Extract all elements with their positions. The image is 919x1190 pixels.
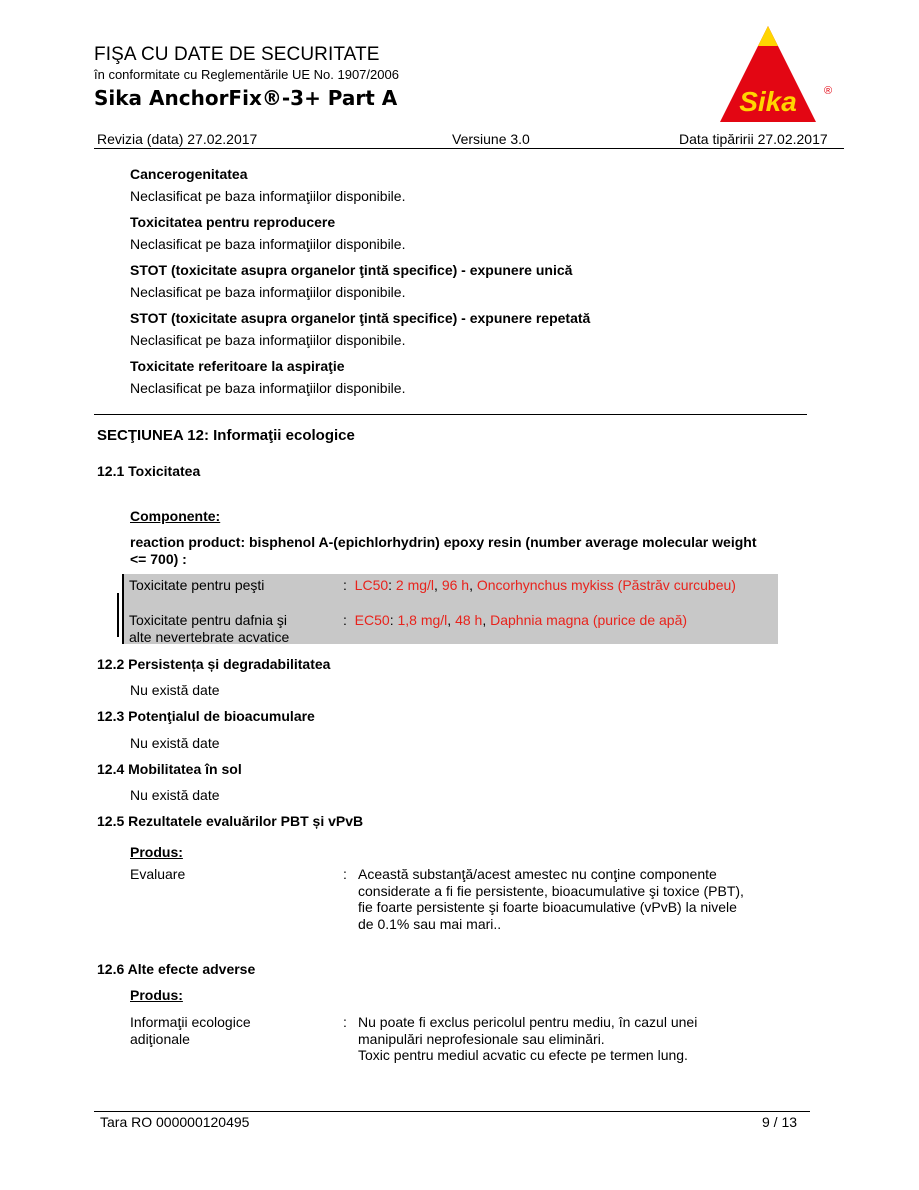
subsection-12-5: 12.5 Rezultatele evaluărilor PBT și vPvB: [97, 813, 364, 829]
mobility-text: Nu există date: [130, 787, 220, 803]
concentration: 1,8 mg/l: [397, 612, 448, 628]
page-number: 9 / 13: [762, 1114, 798, 1130]
subsection-12-1: 12.1 Toxicitatea: [97, 463, 201, 479]
eval-line: de 0.1% sau mai mari..: [358, 915, 502, 932]
fish-toxicity-value: : LC50: 2 mg/l, 96 h, Oncorhynchus mykiss (Păstrăv curcubeu): [343, 577, 736, 593]
fish-toxicity-label: Toxicitate pentru peşti: [129, 577, 265, 593]
tox-text: Neclasificat pe baza informaţiilor disponibile.: [130, 284, 406, 300]
species: Daphnia magna (purice de apă): [490, 612, 688, 628]
eval-line: Această substanţă/acest amestec nu conţine componente: [358, 866, 717, 882]
tox-heading: Cancerogenitatea: [130, 166, 248, 182]
tox-text: Neclasificat pe baza informaţiilor disponibile.: [130, 188, 406, 204]
product-label: Produs:: [130, 844, 183, 860]
subsection-12-4: 12.4 Mobilitatea în sol: [97, 761, 242, 777]
registered-mark: ®: [824, 85, 833, 97]
info-line: Toxic pentru mediul acvatic cu efecte pe termen lung.: [358, 1047, 688, 1063]
components-label: Componente:: [130, 508, 221, 524]
ec50-label: EC50: [354, 612, 390, 628]
lc50-label: LC50: [354, 577, 389, 593]
duration: 48 h: [455, 612, 483, 628]
component-name: reaction product: bisphenol A-(epichlorhydrin) epoxy resin (number average molecular weight: [130, 534, 757, 550]
tox-heading: Toxicitatea pentru reproducere: [130, 214, 336, 230]
revision-date: Revizia (data) 27.02.2017: [97, 131, 258, 147]
eval-line: fie foarte persistente şi foarte bioacumulative (vPvB) la nivele: [358, 899, 737, 915]
print-date: Data tipăririi 27.02.2017: [679, 131, 828, 147]
persistence-text: Nu există date: [130, 682, 220, 698]
daphnia-toxicity-label-cont: alte nevertebrate acvatice: [129, 629, 290, 645]
footer-rule: [94, 1111, 810, 1112]
daphnia-toxicity-label: Toxicitate pentru dafnia şi: [129, 612, 287, 628]
concentration: 2 mg/l: [395, 577, 435, 593]
section-12-heading: SECŢIUNEA 12: Informaţii ecologice: [97, 427, 355, 444]
regulation-note: în conformitate cu Reglementările UE No. 1907/2006: [94, 67, 399, 82]
additional-info-text: [358, 1014, 788, 1064]
section-divider: [94, 414, 807, 415]
product-name: Sika AnchorFix®-3+ Part A: [94, 86, 398, 110]
info-label-line: Informaţii ecologice: [130, 1014, 251, 1030]
version: Versiune 3.0: [452, 131, 530, 147]
eval-line: considerate a fi fie persistente, bioacumulative şi toxice (PBT),: [358, 882, 744, 899]
header-rule: [94, 148, 844, 149]
footer-country-code: Tara RO 000000120495: [100, 1114, 250, 1130]
subsection-12-3: 12.3 Potenţialul de bioacumulare: [97, 708, 315, 724]
product-label: Produs:: [130, 987, 183, 1003]
evaluation-label: Evaluare: [130, 866, 186, 882]
tox-heading: Toxicitate referitoare la aspiraţie: [130, 358, 345, 374]
component-name-cont: <= 700) :: [130, 551, 187, 567]
change-bar: [117, 593, 119, 637]
additional-info-label: [130, 1014, 251, 1047]
daphnia-toxicity-value: : EC50: 1,8 mg/l, 48 h, Daphnia magna (purice de apă): [343, 612, 688, 628]
info-line: Nu poate fi exclus pericolul pentru mediu, în cazul unei: [358, 1014, 698, 1030]
bioaccumulation-text: Nu există date: [130, 735, 220, 751]
tox-text: Neclasificat pe baza informaţiilor disponibile.: [130, 380, 406, 396]
evaluation-text: [358, 866, 788, 932]
tox-text: Neclasificat pe baza informaţiilor disponibile.: [130, 332, 406, 348]
subsection-12-2: 12.2 Persistența și degradabilitatea: [97, 656, 331, 672]
change-bar: [122, 574, 124, 644]
sika-logo: [720, 24, 840, 126]
colon: :: [343, 1014, 347, 1030]
colon: :: [343, 866, 347, 882]
species: Oncorhynchus mykiss (Păstrăv curcubeu): [476, 577, 736, 593]
subsection-12-6: 12.6 Alte efecte adverse: [97, 961, 256, 977]
info-label-line: adiţionale: [130, 1030, 190, 1047]
tox-heading: STOT (toxicitate asupra organelor ţintă specifice) - expunere repetată: [130, 310, 591, 326]
info-line: manipulări neprofesionale sau eliminări.: [358, 1030, 605, 1047]
duration: 96 h: [441, 577, 470, 593]
tox-heading: STOT (toxicitate asupra organelor ţintă specifice) - expunere unică: [130, 262, 573, 278]
tox-text: Neclasificat pe baza informaţiilor disponibile.: [130, 236, 406, 252]
logo-text: Sika: [739, 86, 797, 117]
document-title: FIŞA CU DATE DE SECURITATE: [94, 44, 380, 65]
logo-triangle-tip: [758, 26, 778, 46]
